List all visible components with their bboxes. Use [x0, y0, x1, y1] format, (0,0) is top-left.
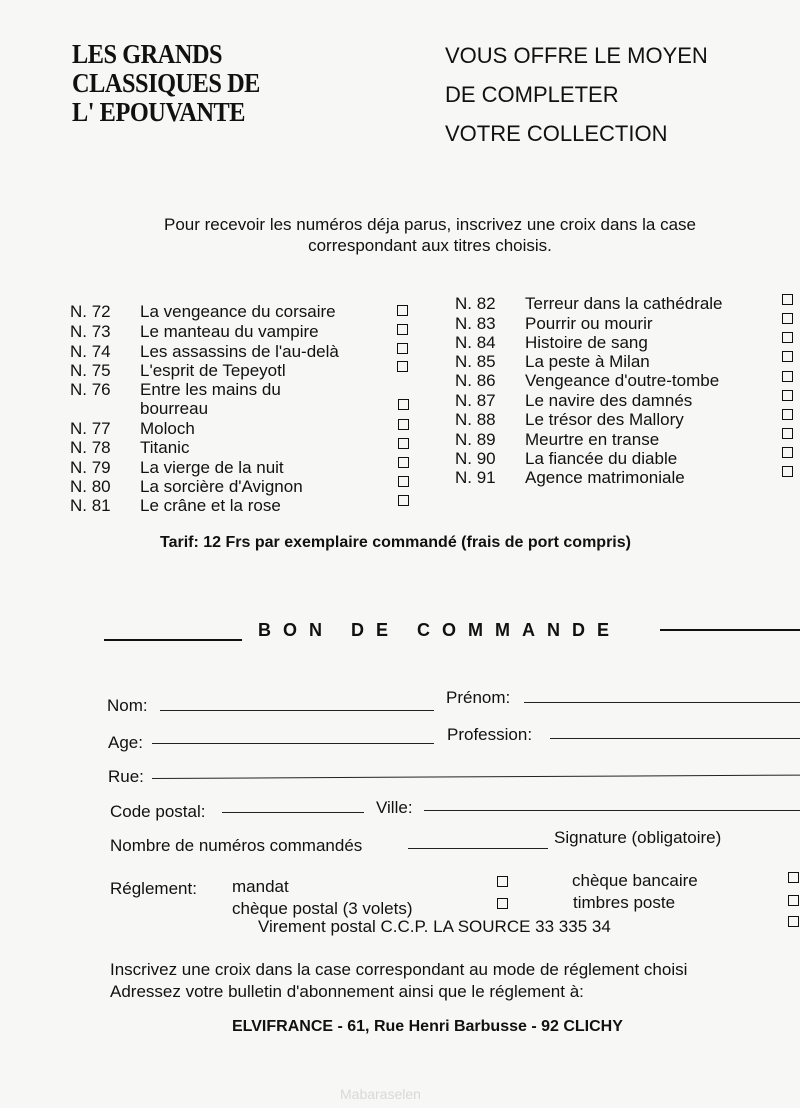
- address: ELVIFRANCE - 61, Rue Henri Barbusse - 92 CLICHY: [232, 1018, 623, 1035]
- issue-title: Le crâne et la rose: [140, 496, 281, 515]
- ville-label: Ville:: [376, 798, 413, 817]
- issue-title: Le manteau du vampire: [140, 322, 319, 341]
- issue-checkbox[interactable]: [398, 399, 409, 410]
- issue-checkbox[interactable]: [782, 466, 793, 477]
- instruction-line: Adressez votre bulletin d'abonnement ainsi que le réglement à:: [110, 982, 584, 1001]
- issue-checkbox[interactable]: [782, 294, 793, 305]
- issue-title: Agence matrimoniale: [525, 468, 685, 487]
- issue-number: N. 77: [70, 419, 111, 438]
- slogan-line: DE COMPLETER: [445, 82, 619, 107]
- issue-title: Le trésor des Mallory: [525, 410, 684, 429]
- issue-title: La sorcière d'Avignon: [140, 477, 303, 496]
- issue-title: Titanic: [140, 438, 190, 457]
- issue-number: N. 74: [70, 342, 111, 361]
- profession-label: Profession:: [447, 725, 533, 744]
- issue-title: Vengeance d'outre-tombe: [525, 371, 720, 390]
- issue-title: Le navire des damnés: [525, 391, 693, 410]
- issue-checkbox[interactable]: [398, 495, 409, 506]
- divider-left: [104, 639, 242, 641]
- timbres-label: timbres poste: [573, 893, 676, 912]
- issue-number: N. 91: [455, 468, 496, 487]
- issue-checkbox[interactable]: [782, 332, 793, 343]
- issue-number: N. 73: [70, 322, 111, 341]
- ville-field[interactable]: [424, 810, 800, 811]
- issue-checkbox[interactable]: [782, 371, 793, 382]
- issue-number: N. 72: [70, 302, 111, 321]
- issue-number: N. 86: [455, 371, 496, 390]
- issue-number: N. 88: [455, 410, 496, 429]
- issue-title: La fiancée du diable: [525, 449, 678, 468]
- intro-text: [100, 214, 760, 256]
- issue-title: La vengeance du corsaire: [140, 302, 336, 321]
- issue-number: N. 85: [455, 352, 496, 371]
- order-form-title: BON DE COMMANDE: [258, 620, 621, 640]
- watermark-text: Mabaraselen: [340, 1086, 421, 1102]
- issue-checkbox[interactable]: [397, 305, 408, 316]
- magazine-title: [72, 40, 260, 127]
- mandat-label: mandat: [232, 877, 289, 896]
- issue-title: Meurtre en transe: [525, 430, 660, 449]
- instruction-line: Inscrivez une croix dans la case correspondant au mode de réglement choisi: [110, 960, 688, 979]
- issue-number: N. 80: [70, 477, 111, 496]
- rue-field[interactable]: [152, 775, 800, 779]
- issue-number: N. 78: [70, 438, 111, 457]
- signature-label: Signature (obligatoire): [554, 828, 722, 847]
- issue-number: N. 89: [455, 430, 496, 449]
- issue-checkbox[interactable]: [397, 324, 408, 335]
- nombre-label: Nombre de numéros commandés: [110, 836, 363, 855]
- slogan-line: VOTRE COLLECTION: [445, 121, 668, 146]
- tarif-text: Tarif: 12 Frs par exemplaire commandé (frais de port compris): [160, 534, 631, 551]
- reglement-label: Réglement:: [110, 879, 197, 898]
- timbres-checkbox[interactable]: [788, 895, 799, 906]
- age-field[interactable]: [152, 743, 434, 744]
- issue-number: N. 87: [455, 391, 496, 410]
- issue-title: L'esprit de Tepeyotl: [140, 361, 286, 380]
- issue-title: Entre les mains du: [140, 380, 281, 399]
- mandat-checkbox[interactable]: [497, 876, 508, 887]
- code-postal-field[interactable]: [222, 812, 364, 813]
- issue-number: N. 75: [70, 361, 111, 380]
- issue-number: N. 82: [455, 294, 496, 313]
- code-postal-label: Code postal:: [110, 802, 206, 821]
- intro-line: Pour recevoir les numéros déja parus, inscrivez une croix dans la case: [164, 215, 696, 234]
- rue-label: Rue:: [108, 767, 144, 786]
- nombre-field[interactable]: [408, 848, 548, 849]
- age-label: Age:: [108, 733, 143, 752]
- issue-title: Terreur dans la cathédrale: [525, 294, 723, 313]
- issue-checkbox[interactable]: [397, 343, 408, 354]
- issue-title: Moloch: [140, 419, 195, 438]
- issue-checkbox[interactable]: [782, 447, 793, 458]
- issue-checkbox[interactable]: [397, 361, 408, 372]
- cheque-postal-checkbox[interactable]: [497, 898, 508, 909]
- issue-checkbox[interactable]: [398, 419, 409, 430]
- issue-checkbox[interactable]: [782, 428, 793, 439]
- issue-title-continued: bourreau: [140, 399, 209, 418]
- nom-field[interactable]: [160, 710, 434, 711]
- issue-checkbox[interactable]: [398, 438, 409, 449]
- issue-number: N. 84: [455, 333, 496, 352]
- prenom-label: Prénom:: [446, 688, 511, 707]
- profession-field[interactable]: [550, 738, 800, 739]
- issue-title: La vierge de la nuit: [140, 458, 284, 477]
- issue-checkbox[interactable]: [398, 476, 409, 487]
- issue-title: Histoire de sang: [525, 333, 648, 352]
- issue-checkbox[interactable]: [398, 457, 409, 468]
- title-line: CLASSIQUES DE: [72, 68, 260, 98]
- virement-label: Virement postal C.C.P. LA SOURCE 33 335 34: [258, 917, 611, 936]
- virement-checkbox[interactable]: [788, 916, 799, 927]
- title-line: LES GRANDS: [72, 39, 223, 69]
- nom-label: Nom:: [107, 696, 148, 715]
- cheque-postal-label: chèque postal (3 volets): [232, 899, 413, 918]
- issue-number: N. 90: [455, 449, 496, 468]
- issue-checkbox[interactable]: [782, 390, 793, 401]
- issue-title: Pourrir ou mourir: [525, 314, 653, 333]
- divider-right: [660, 629, 800, 631]
- issue-checkbox[interactable]: [782, 351, 793, 362]
- issue-number: N. 81: [70, 496, 111, 515]
- prenom-field[interactable]: [524, 702, 800, 703]
- slogan-line: VOUS OFFRE LE MOYEN: [445, 43, 708, 68]
- intro-line: correspondant aux titres choisis.: [308, 236, 552, 255]
- issue-number: N. 79: [70, 458, 111, 477]
- issue-number: N. 83: [455, 314, 496, 333]
- issue-title: Les assassins de l'au-delà: [140, 342, 339, 361]
- issue-number: N. 76: [70, 380, 111, 399]
- issue-title: La peste à Milan: [525, 352, 650, 371]
- cheque-bancaire-label: chèque bancaire: [572, 871, 698, 890]
- slogan: [445, 36, 708, 153]
- title-line: L' EPOUVANTE: [72, 97, 246, 127]
- issue-checkbox[interactable]: [782, 409, 793, 420]
- issue-checkbox[interactable]: [782, 313, 793, 324]
- cheque-bancaire-checkbox[interactable]: [788, 872, 799, 883]
